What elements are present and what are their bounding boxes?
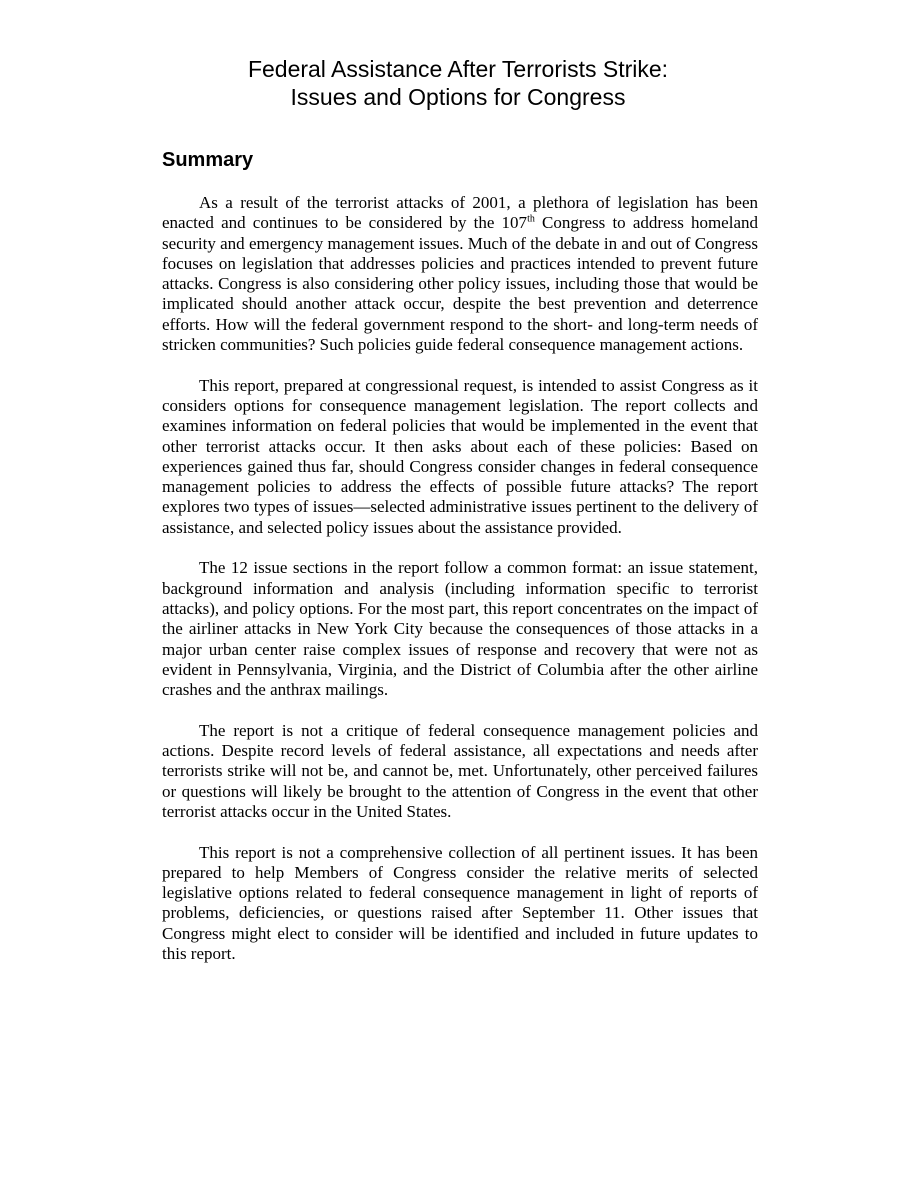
paragraph-1-text-b: Congress to address homeland security and emergency management issues. Much of the debate in and out of Congress focuses on legislation that addresses policies and practices intended to prevent future attacks. Congress is also considering other policy issues, including those that would be implicated should another attack occur, despite the best prevention and deterrence efforts. How will the federal government respond to the short- and long-term needs of stricken communities? Such policies guide federal consequence management actions. bbox=[162, 213, 758, 355]
paragraph-1 bbox=[162, 193, 758, 355]
document-title bbox=[100, 55, 816, 111]
paragraph-3: The 12 issue sections in the report follow a common format: an issue statement, background information and analysis (including information specific to terrorist attacks), and policy options. For the most part, this report concentrates on the impact of the airliner attacks in New York City because the consequences of those attacks in a major urban center raise complex issues of response and recovery that were not as evident in Pennsylvania, Virginia, and the District of Columbia after the other airline crashes and the anthrax mailings. bbox=[162, 558, 758, 700]
paragraph-4: The report is not a critique of federal consequence management policies and actions. Despite record levels of federal assistance, all expectations and needs after terrorists strike will not be, and cannot be, met. Unfortunately, other perceived failures or questions will likely be brought to the attention of Congress in the event that other terrorist attacks occur in the United States. bbox=[162, 720, 758, 821]
title-line-1: Federal Assistance After Terrorists Strike: bbox=[247, 56, 669, 82]
summary-body bbox=[162, 193, 758, 985]
paragraph-1-text-a: As a result of the terrorist attacks of 2001, a plethora of legislation has been enacted and continues to be considered by the 107 bbox=[162, 193, 758, 233]
paragraph-5: This report is not a comprehensive collection of all pertinent issues. It has been prepared to help Members of Congress consider the relative merits of selected legislative options related to federal consequence management in light of reports of problems, deficiencies, or questions raised after September 11. Other issues that Congress might elect to consider will be identified and included in future updates to this report. bbox=[162, 842, 758, 963]
paragraph-2: This report, prepared at congressional request, is intended to assist Congress as it considers options for consequence management legislation. The report collects and examines information on federal policies that would be implemented in the event that other terrorist attacks occur. It then asks about each of these policies: Based on experiences gained thus far, should Congress consider changes in federal consequence management policies to address the effects of possible future attacks? The report explores two types of issues—selected administrative issues pertinent to the delivery of assistance, and selected policy issues about the assistance provided. bbox=[162, 375, 758, 537]
title-line-2: Issues and Options for Congress bbox=[290, 84, 626, 110]
section-heading: Summary bbox=[162, 149, 254, 171]
ordinal-suffix: th bbox=[527, 213, 535, 225]
